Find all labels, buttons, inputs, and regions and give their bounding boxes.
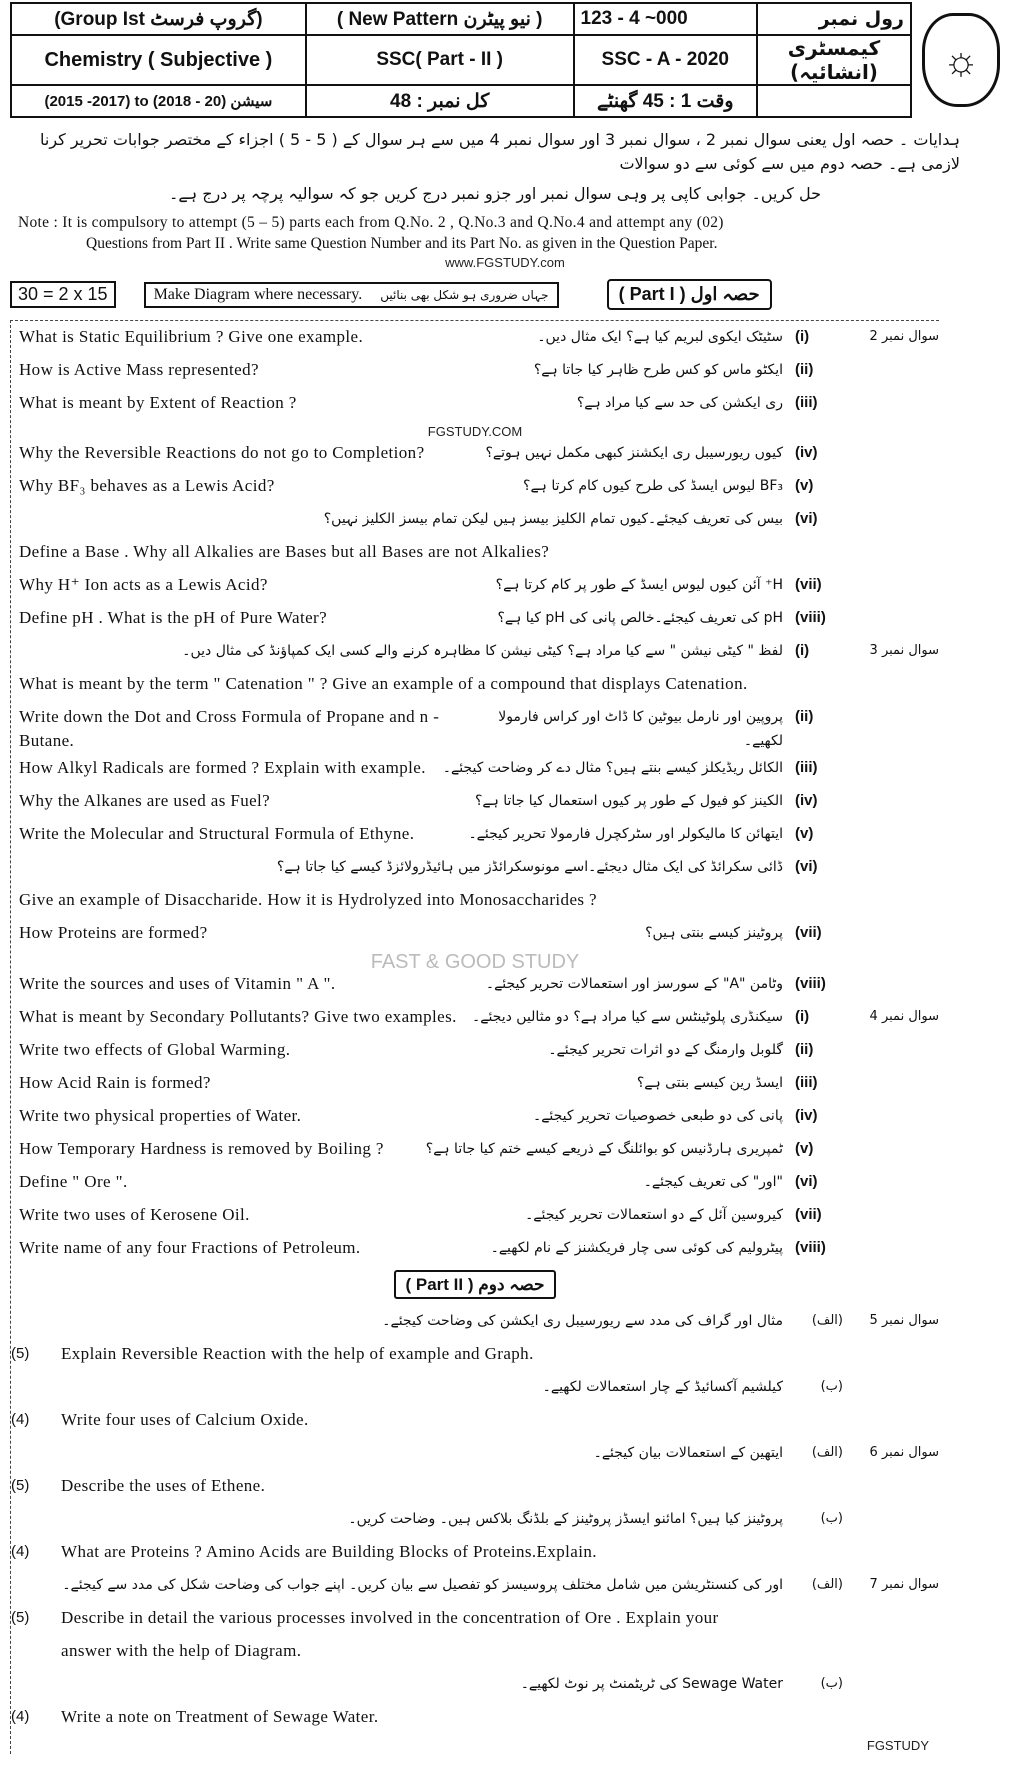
question-english: Write two effects of Global Warming. — [19, 1040, 291, 1059]
exam: SSC - A - 2020 — [574, 35, 757, 85]
watermark: FGSTUDY — [866, 1738, 929, 1753]
question-row — [11, 789, 939, 819]
diagram-note-urdu: جہاں ضروری ہو شکل بھی بنائیں — [380, 287, 549, 302]
part-number: (vi) — [795, 510, 818, 527]
question-row — [11, 325, 939, 355]
part2-question-row — [11, 1672, 939, 1735]
question-number: سوال نمبر 3 — [869, 643, 939, 658]
question-line — [11, 921, 939, 951]
question-urdu: ایتھین کے استعمالات بیان کیجئے۔ — [593, 1445, 783, 1461]
part2-heading — [11, 1270, 939, 1299]
part-number: (i) — [795, 1008, 810, 1025]
question-line — [11, 1137, 939, 1167]
question-urdu: پروپین اور نارمل بیوٹین کا ڈاٹ اور کراس فارمولا لکھیے۔ — [498, 709, 783, 749]
question-english: Why BF₃ behaves as a Lewis Acid? — [19, 476, 275, 495]
marks: (4) — [11, 1543, 30, 1560]
question-row — [11, 639, 939, 702]
question-urdu: ایکٹو ماس کو کس طرح ظاہر کیا جاتا ہے؟ — [533, 362, 783, 378]
part2-question-row — [11, 1573, 939, 1669]
part-number: (viii) — [795, 609, 826, 626]
question-english: Describe in detail the various processes involved in the concentration of Ore . Explain your — [61, 1608, 719, 1627]
question-english: Define a Base . Why all Alkalies are Bases but all Bases are not Alkalies? — [19, 542, 550, 561]
part-number: (ب) — [820, 1676, 843, 1691]
question-row — [11, 391, 939, 421]
marks: (5) — [11, 1477, 30, 1494]
part-number: (iii) — [795, 1074, 818, 1091]
part-number: (ii) — [795, 1041, 814, 1058]
question-urdu-line — [11, 1375, 939, 1405]
question-english-line — [11, 1606, 939, 1636]
question-english: Give an example of Disaccharide. How it is Hydrolyzed into Monosaccharides ? — [19, 890, 598, 909]
question-urdu: ڈائی سکرائڈ کی ایک مثال دیجئے۔اسے مونوسکرائڈز میں ہائیڈرولائزڈ کیسے کیا جاتا ہے؟ — [276, 859, 783, 875]
question-number: سوال نمبر 6 — [869, 1445, 939, 1460]
question-row — [11, 972, 939, 1002]
question-line — [11, 789, 939, 819]
question-urdu-line — [11, 1672, 939, 1702]
part2-question-row — [11, 1375, 939, 1438]
instructions-urdu-2: حل کریں۔ جوابی کاپی پر وہی سوال نمبر اور جزو نمبر درج کریں جو کہ سوالیہ پرچہ پر درج ہے۔ — [168, 184, 822, 203]
question-urdu: الکینز کو فیول کے طور پر کیوں استعمال کیا جاتا ہے؟ — [474, 793, 783, 809]
part-number: (iv) — [795, 792, 818, 809]
question-line — [11, 1203, 939, 1233]
question-line — [11, 358, 939, 388]
part-number: (vi) — [795, 1173, 818, 1190]
question-number: سوال نمبر 5 — [869, 1313, 939, 1328]
total-marks: کل نمبر : 48 — [306, 85, 574, 117]
part-number: (iv) — [795, 444, 818, 461]
question-row — [11, 822, 939, 852]
part-number: (الف) — [811, 1577, 843, 1592]
question-urdu: ری ایکشن کی حد سے کیا مراد ہے؟ — [576, 395, 783, 411]
part-number: (الف) — [811, 1445, 843, 1460]
question-line — [11, 474, 939, 504]
part-number: (ii) — [795, 708, 814, 725]
question-line — [11, 1104, 939, 1134]
question-urdu: کیلشیم آکسائیڈ کے چار استعمالات لکھیے۔ — [542, 1379, 783, 1395]
question-row — [11, 855, 939, 918]
question-urdu: "اور" کی تعریف کیجئے۔ — [643, 1174, 783, 1190]
question-line — [11, 756, 939, 786]
question-urdu: BF₃ لیوس ایسڈ کی طرح کیوں کام کرتا ہے؟ — [523, 478, 783, 494]
header — [10, 2, 1000, 118]
part-number: (iii) — [795, 394, 818, 411]
part-number: (ب) — [820, 1511, 843, 1526]
question-row — [11, 921, 939, 951]
question-urdu: ایسڈ رین کیسے بنتی ہے؟ — [636, 1075, 783, 1091]
question-english-line — [11, 888, 939, 918]
part-number: (iii) — [795, 759, 818, 776]
question-urdu: کیروسین آئل کے دو استعمالات تحریر کیجئے۔ — [525, 1207, 783, 1223]
watermark: FGSTUDY.COM — [427, 424, 523, 439]
question-row — [11, 1038, 939, 1068]
question-line — [11, 573, 939, 603]
marks: (5) — [11, 1345, 30, 1362]
question-urdu: Sewage Water کی ٹریٹمنٹ پر نوٹ لکھیے۔ — [520, 1676, 783, 1692]
question-line — [11, 1038, 939, 1068]
question-english-line — [11, 1705, 939, 1735]
question-urdu: ایتھائن کا مالیکولر اور سٹرکچرل فارمولا تحریر کیجئے۔ — [468, 826, 783, 842]
part2-question-row — [11, 1441, 939, 1504]
question-row — [11, 507, 939, 570]
question-line — [11, 391, 939, 421]
question-english: What is meant by Secondary Pollutants? Give two examples. — [19, 1007, 457, 1026]
question-row — [11, 705, 939, 753]
question-row — [11, 358, 939, 388]
part1-marks: 30 = 2 x 15 — [10, 281, 116, 308]
question-row — [11, 1005, 939, 1035]
question-english: Why the Reversible Reactions do not go to Completion? — [19, 443, 425, 462]
question-row — [11, 1236, 939, 1266]
question-row — [11, 1203, 939, 1233]
question-english: Write the sources and uses of Vitamin " A ". — [19, 974, 336, 993]
question-english-line — [11, 1408, 939, 1438]
question-urdu: پانی کی دو طبعی خصوصیات تحریر کیجئے۔ — [533, 1108, 783, 1124]
question-urdu: H⁺ آئن کیوں لیوس ایسڈ کے طور پر کام کرتا ہے؟ — [495, 577, 783, 593]
part2-question-row — [11, 1507, 939, 1570]
roll-no-label: رول نمبر — [757, 3, 911, 35]
part-number: (iv) — [795, 1107, 818, 1124]
question-urdu-line — [11, 1441, 939, 1471]
question-english: Define " Ore ". — [19, 1172, 128, 1191]
question-urdu: سٹیٹک ایکوی لبریم کیا ہے؟ ایک مثال دیں۔ — [537, 329, 783, 345]
part-number: (viii) — [795, 1239, 826, 1256]
question-line — [11, 441, 939, 471]
question-english: Write down the Dot and Cross Formula of Propane and n - Butane. — [19, 707, 440, 750]
question-row — [11, 1137, 939, 1167]
question-number: سوال نمبر 4 — [869, 1009, 939, 1024]
part-number: (v) — [795, 825, 814, 842]
subject-en: Chemistry ( Subjective ) — [11, 35, 306, 85]
question-english: What are Proteins ? Amino Acids are Building Blocks of Proteins.Explain. — [61, 1542, 597, 1561]
question-row — [11, 1071, 939, 1101]
question-row — [11, 474, 939, 504]
question-row — [11, 1170, 939, 1200]
question-english: What is meant by Extent of Reaction ? — [19, 393, 297, 412]
board-logo-icon: ☼ — [922, 13, 1000, 107]
question-english: What is meant by the term " Catenation " ? Give an example of a compound that displays Catenation. — [19, 674, 748, 693]
question-urdu-line — [11, 639, 939, 669]
question-english: Write a note on Treatment of Sewage Water. — [61, 1707, 379, 1726]
question-line — [11, 972, 939, 1002]
question-urdu: لفظ " کیٹی نیشن " سے کیا مراد ہے؟ کیٹی نیشن کا مظاہرہ کرنے والے کسی ایک کمپاؤنڈ کی مثال دیں۔ — [182, 643, 783, 659]
question-english: Describe the uses of Ethene. — [61, 1476, 266, 1495]
note-line-2: Questions from Part II . Write same Question Number and its Part No. as given in the Question Paper. — [86, 235, 718, 252]
session: (2015 -2017) to (2018 - 20) سیشن — [11, 85, 306, 117]
question-urdu: بیس کی تعریف کیجئے۔کیوں تمام الکلیز بیسز ہیں لیکن تمام بیسز الکلیز نہیں؟ — [323, 511, 783, 527]
part-number: (vi) — [795, 858, 818, 875]
pattern: ( New Pattern نیو پیٹرن ) — [306, 3, 574, 35]
question-row — [11, 606, 939, 636]
question-row — [11, 441, 939, 471]
question-urdu: مثال اور گراف کی مدد سے ریورسیبل ری ایکشن کی وضاحت کیجئے۔ — [382, 1313, 783, 1329]
note-line-1: Note : It is compulsory to attempt (5 – 5) parts each from Q.No. 2 , Q.No.3 and Q.No.4 and attempt any (02) — [18, 214, 724, 231]
question-line — [11, 1071, 939, 1101]
question-urdu-line — [11, 855, 939, 885]
marks: (4) — [11, 1708, 30, 1725]
part-number: (v) — [795, 477, 814, 494]
questions-frame — [10, 320, 939, 1754]
question-urdu: پروٹینز کیا ہیں؟ امائنو ایسڈز پروٹینز کے بلڈنگ بلاکس ہیں۔ وضاحت کریں۔ — [348, 1511, 783, 1527]
question-english: How Proteins are formed? — [19, 923, 208, 942]
question-english: Write the Molecular and Structural Formula of Ethyne. — [19, 824, 415, 843]
part-number: (vii) — [795, 576, 822, 593]
paper-code: 123 - 4 ~000 — [574, 3, 757, 35]
part-number: (i) — [795, 642, 810, 659]
question-urdu: پیٹرولیم کی کوئی سی چار فریکشنز کے نام لکھیے۔ — [490, 1240, 783, 1256]
question-line — [11, 1005, 939, 1035]
question-english-line — [11, 672, 939, 702]
question-line — [11, 325, 939, 355]
part-number: (i) — [795, 328, 810, 345]
question-english: How is Active Mass represented? — [19, 360, 259, 379]
question-urdu: وٹامن "A" کے سورسز اور استعمالات تحریر کیجئے۔ — [485, 976, 783, 992]
question-english: Define pH . What is the pH of Pure Water? — [19, 608, 328, 627]
header-table — [10, 2, 912, 118]
question-english: Write four uses of Calcium Oxide. — [61, 1410, 309, 1429]
class: SSC( Part - II ) — [306, 35, 574, 85]
part-number: (vii) — [795, 924, 822, 941]
marks: (5) — [11, 1609, 30, 1626]
question-english-line — [11, 1342, 939, 1372]
subject-ur: کیمسٹری (انشائیہ) — [757, 35, 911, 85]
question-english: How Temporary Hardness is removed by Boiling ? — [19, 1139, 384, 1158]
question-english-line — [11, 1474, 939, 1504]
part-number: (الف) — [811, 1313, 843, 1328]
watermark: www.FGSTUDY.com — [445, 255, 565, 270]
part-number: (ii) — [795, 361, 814, 378]
diagram-note-box — [144, 282, 559, 308]
time: وقت 1 : 45 گھنٹے — [574, 85, 757, 117]
question-urdu: ٹمپریری ہارڈنیس کو بوائلنگ کے ذریعے کیسے ختم کیا جاتا ہے؟ — [425, 1141, 783, 1157]
instructions-urdu-1: ہدایات ۔ حصہ اول یعنی سوال نمبر 2 ، سوال نمبر 3 اور سوال نمبر 4 میں سے ہر سوال کے ( 5 - 5 ) اجزاء کے مختصر جوابات تحریر کرنا لازمی ہے۔ حصہ دوم میں سے کوئی سے دو سوالات — [39, 130, 960, 173]
question-line — [11, 1236, 939, 1266]
question-english-line — [11, 1540, 939, 1570]
question-line — [11, 606, 939, 636]
part-number: (v) — [795, 1140, 814, 1157]
question-english: Explain Reversible Reaction with the help of example and Graph. — [61, 1344, 534, 1363]
question-urdu-line — [11, 507, 939, 537]
question-urdu: گلوبل وارمنگ کے دو اثرات تحریر کیجئے۔ — [548, 1042, 783, 1058]
part1-title: ( Part I ) حصہ اول — [607, 279, 772, 310]
marks: (4) — [11, 1411, 30, 1428]
part1-questions — [11, 325, 939, 1266]
part2-questions — [11, 1309, 939, 1735]
question-english: Why the Alkanes are used as Fuel? — [19, 791, 271, 810]
question-number: سوال نمبر 2 — [869, 329, 939, 344]
question-urdu: الکائل ریڈیکلز کیسے بنتے ہیں؟ مثال دے کر وضاحت کیجئے۔ — [442, 760, 783, 776]
question-line — [11, 822, 939, 852]
question-english: Write two physical properties of Water. — [19, 1106, 302, 1125]
question-urdu: سیکنڈری پلوٹینٹس سے کیا مراد ہے؟ دو مثالیں دیجئے۔ — [472, 1009, 783, 1025]
question-urdu-line — [11, 1507, 939, 1537]
question-line — [11, 705, 939, 753]
question-row — [11, 573, 939, 603]
question-urdu: کیوں ریورسیبل ری ایکشنز کبھی مکمل نہیں ہوتے؟ — [485, 445, 783, 461]
question-english: What is Static Equilibrium ? Give one example. — [19, 327, 364, 346]
part1-heading — [10, 279, 1000, 310]
part-number: (vii) — [795, 1206, 822, 1223]
question-urdu-line — [11, 1573, 939, 1603]
question-english-line — [11, 540, 939, 570]
question-english: Write two uses of Kerosene Oil. — [19, 1205, 250, 1224]
question-row — [11, 1104, 939, 1134]
part-number: (ب) — [820, 1379, 843, 1394]
watermark-tagline: FAST & GOOD STUDY — [370, 951, 580, 973]
question-english-cont: answer with the help of Diagram. — [61, 1641, 302, 1660]
question-row — [11, 756, 939, 786]
part2-title: ( Part II ) حصہ دوم — [394, 1270, 557, 1299]
question-number: سوال نمبر 7 — [869, 1577, 939, 1592]
question-line — [11, 1170, 939, 1200]
part2-question-row — [11, 1309, 939, 1372]
group: (Group Ist گروپ فرسٹ) — [11, 3, 306, 35]
diagram-note: Make Diagram where necessary. — [153, 285, 363, 303]
question-english: Why H⁺ Ion acts as a Lewis Acid? — [19, 575, 268, 594]
part-number: (viii) — [795, 975, 826, 992]
question-urdu-line — [11, 1309, 939, 1339]
question-urdu: اور کی کنسنٹریشن میں شامل مختلف پروسیسز کو تفصیل سے بیان کریں۔ اپنے جواب کی وضاحت شکل کی مدد سے کیجئے۔ — [62, 1577, 783, 1593]
question-urdu: پروٹینز کیسے بنتی ہیں؟ — [645, 925, 783, 941]
question-english: Write name of any four Fractions of Petroleum. — [19, 1238, 361, 1257]
question-english: How Acid Rain is formed? — [19, 1073, 211, 1092]
question-urdu: pH کی تعریف کیجئے۔خالص پانی کی pH کیا ہے؟ — [497, 610, 783, 626]
question-english: How Alkyl Radicals are formed ? Explain with example. — [19, 758, 426, 777]
